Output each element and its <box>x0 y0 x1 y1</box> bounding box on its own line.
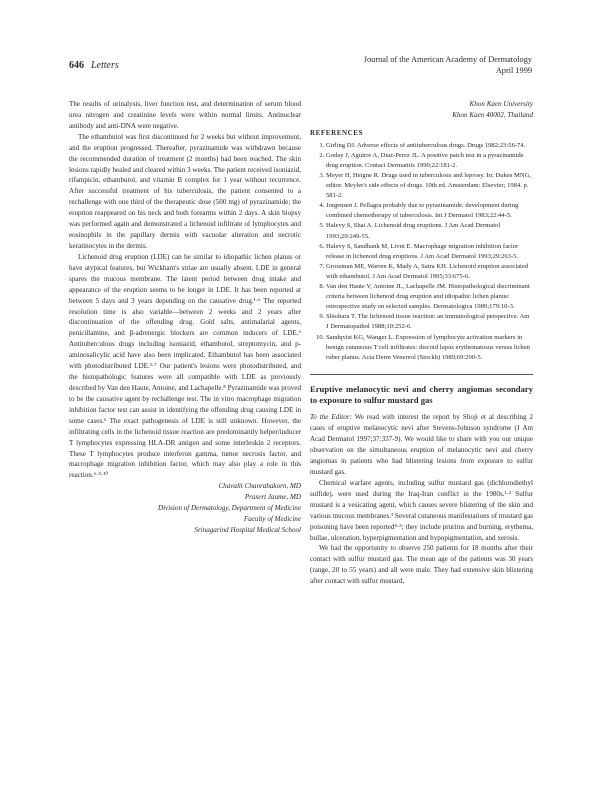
reference-item: 1. Girling DJ. Adverse effects of antituberculous drugs. Drugs 1982;23:56-74. <box>326 141 533 151</box>
affiliation-university: Khon Kaen University <box>469 100 533 108</box>
reference-item: 3. Meyer H, Heigne R. Drugs used in tuberculosis and leprosy. In: Dukes MNG, editor. Meyler's side effects of drugs. 10th ed. Amsterdam: Elsevier; 1984. p. 581-2. <box>326 171 533 201</box>
body-paragraph: Lichenoid drug eruption (LDE) can be similar to idiopathic lichen planus or have atypical features, but Wickham's striae are usually absent. LDE in general spares the mucous membrane. The latent period between drug intake and appearance of the eruption seems to be longer in LDE. It has been reported at between 5 days and 3 years depending on the causative drug.¹·⁶ The reported resolution time is also variable—between 2 weeks and 2 years after discontinuation of the offending drug. Gold salts, antimalarial agents, penicillamine, and β-adrenergic blockers are common inducers of LDE.⁶ Antituberculous drugs including isoniazid, ethambutol, streptomycin, and p-aminosalicylic acid have also been implicated. Ethambutol has been associated with photodistributed LDE.³·⁷ Our patient's lesions were photodistributed, and the histopathologic features were all compatible with LDE as previously described by Van den Haute, Antoine, and Lachapelle.⁸ Pyrazinamide was proved to be the causative agent by rechallenge test. The in vitro macrophage migration inhibition factor test can assist in identifying the offending drug causing LDE in some cases.⁶ The exact pathogenesis of LDE is still unknown. However, the infiltrating cells in the lichenoid tissue reaction are predominantly helper/inducer T lymphocytes expressing HLA-DR antigen and some interleukin 2 receptors. These T lymphocytes produce interferon gamma, tumor necrosis factor, and macrophage migration inhibition factor, which may also play a role in this reaction.⁶·⁹·¹⁰ <box>69 252 301 480</box>
reference-item: 2. Goday J, Aguirre A, Diaz-Perez JL. A positive patch test in a pyrazinamide drug eruption. Contact Dermatitis 1990;22:181-2. <box>326 151 533 171</box>
journal-name: Journal of the American Academy of Dermatology <box>363 55 532 64</box>
right-column <box>310 99 533 587</box>
reference-item: 10. Sandqvist KG, Wanger L. Expression of lymphocyte activation markers in benign cutaneous T cell infiltrates: discoid lupus erythematosus versus lichen ruber planus. Acta Derm Venereol (Stockh) 1989;69:290-5. <box>326 333 533 363</box>
references-heading: REFERENCES <box>310 128 364 137</box>
reference-item: 9. Shiohara T. The lichenoid tissue reaction: an immunological perspective. Am J Dermatopathol 1988;10:252-6. <box>326 312 533 332</box>
reference-list <box>310 141 533 363</box>
author-name: Prasert Jaume, MD <box>244 493 301 502</box>
author-affiliation: Srinagarind Hospital Medical School <box>194 525 301 534</box>
reference-item: 5. Halevy S, Shai A. Lichenoid drug eruptions. J Am Acad Dermatol 1993;29:249-55. <box>326 221 533 241</box>
affiliation-address: Khon Kaen 40002, Thailand <box>452 110 533 119</box>
section-divider <box>310 374 533 375</box>
body-paragraph: Chemical warfare agents, including sulfur mustard gas (dichlorodiethyl sulfide), were used during the Iraq-Iran conflict in the 1980s.¹·² Sulfur mustard is a vesicating agent, which causes severe blistering of the skin and various mucous membranes.³ Several cutaneous manifestations of mustard gas poisoning have been reported⁴·⁵; they include pruritus and burning, erythema, bullae, ulceration, hyperpigmentation and hypopigmentation, and xerosis. <box>310 478 533 542</box>
body-paragraph: We had the opportunity to observe 250 patients for 18 months after their contact with sulfur mustard gas. The mean age of the patients was 30 years (range, 20 to 55 years) and all were male. They had extensive skin blistering after contact with sulfur mustard, <box>310 544 533 586</box>
left-column <box>69 99 301 536</box>
body-paragraph: The ethambutol was first discontinued for 2 weeks but without improvement, and the eruption progressed. Thereafter, pyrazinamide was withdrawn because the recommended duration of treatment (2 months) had been reached. The skin lesions rapidly healed and cleared within 3 weeks. The patient received isoniazid, rifampicin, ethambutol, and vitamin B complex for 1 year without recurrence. After successful treatment of his tuberculosis, the patient consented to a rechallenge with one third of the therapeutic dose (500 mg) of pyrazinamide; the eruption reappeared on his neck and both forearms within 2 days. A skin biopsy was performed again and demonstrated a lichenoid infiltrate of lymphocytes and eosinophils in the papillary dermis with vacuolar alteration and necrotic keratinocytes in the dermis. <box>69 132 301 250</box>
journal-date: April 1999 <box>495 65 532 75</box>
reference-item: 8. Van den Haute V, Antoine JL, Lachapelle JM. Histopathological discriminant criteria between lichenoid drug eruption and idiopathic lichen planus: retrospective study on selected samples. Dermatologica 1989;179:10-3. <box>326 282 533 312</box>
to-the-editor: To the Editor: <box>310 413 352 422</box>
page-header-left <box>69 60 119 71</box>
paragraph-text: We read with interest the report by Shoji et al describing 2 cases of eruptive melanocytic nevi after Stevens-Johnson syndrome (J Am Acad Dermatol 1997;37:337-9). We would like to share with you our unique observation on the simultaneous eruption of melanocytic nevi and cherry angiomas in patients who had blistering lesions from exposure to sulfur mustard gas. <box>310 413 533 476</box>
reference-item: 6. Halevy S, Sandbank M, Livni E. Macrophage migration inhibition factor release in lichenoid drug eruptions. J Am Acad Dermatol 1993;29:263-5. <box>326 242 533 262</box>
body-paragraph: The results of urinalysis, liver function test, and determination of serum blood urea nitrogen and creatinine levels were within normal limits. Antinuclear antibody and anti-DNA were negative. <box>69 100 301 130</box>
author-affiliation: Division of Dermatology, Department of Medicine <box>157 504 301 513</box>
page-number: 646 <box>69 60 84 71</box>
body-paragraph <box>310 412 533 478</box>
author-affiliation: Faculty of Medicine <box>243 515 301 524</box>
reference-item: 7. Grossman ME, Warren K, Mady A, Satra KH. Lichenoid eruption associated with ethambutol. J Am Acad Dermatol 1995;33:675-6. <box>326 262 533 282</box>
section-name: Letters <box>91 60 119 71</box>
journal-running-head <box>312 55 532 76</box>
author-name: Chavalit Chanrahakorn, MD <box>218 482 301 491</box>
article-title: Eruptive melanocytic nevi and cherry angiomas secondary to exposure to sulfur mustard gas <box>310 383 533 405</box>
reference-item: 4. Jorgensen J. Pellagra probably due to pyrazinamide: development during combined chemotherapy of tuberculosis. Int J Dermatol 1983;22:44-5. <box>326 201 533 221</box>
